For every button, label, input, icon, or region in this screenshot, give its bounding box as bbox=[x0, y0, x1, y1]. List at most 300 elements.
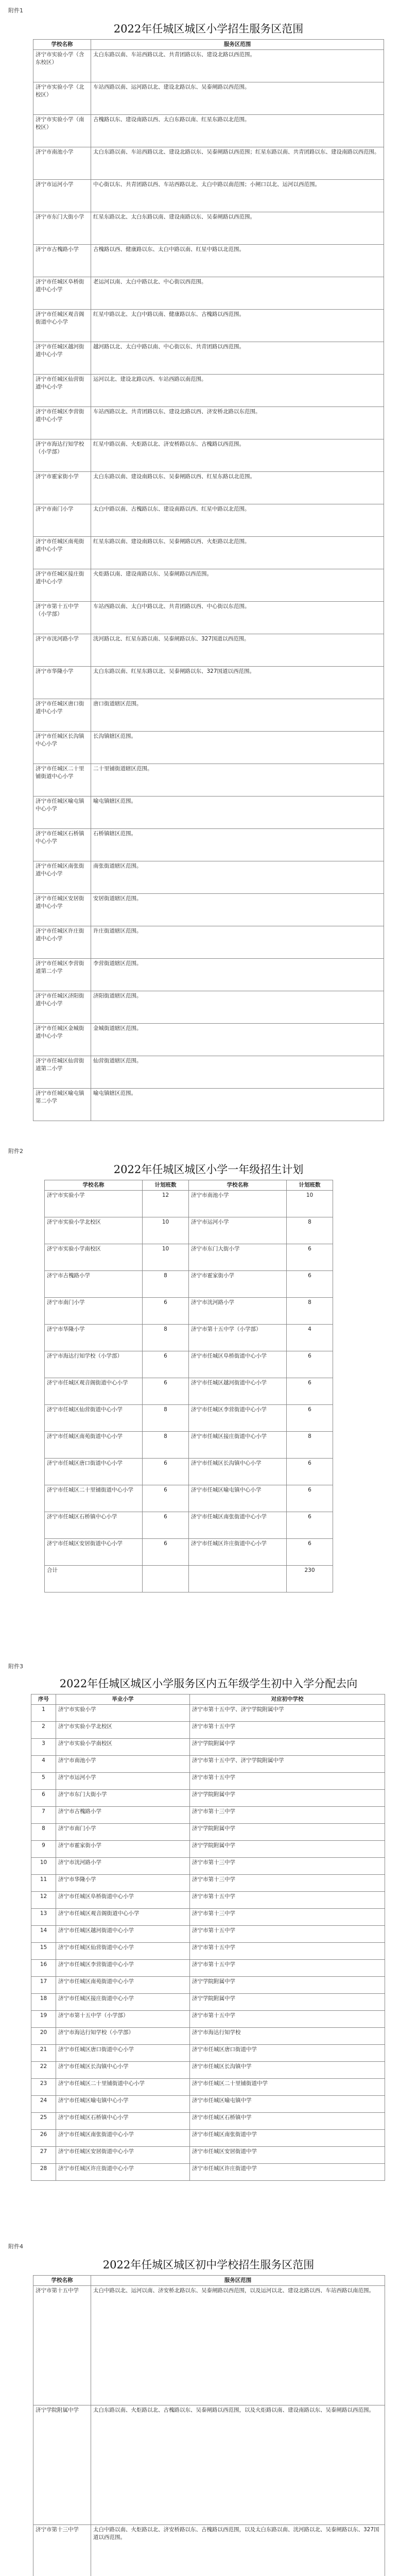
table-cell: 济宁市任城区唐口街道中心小学 bbox=[45, 1459, 143, 1485]
table-cell: 8 bbox=[31, 1824, 56, 1841]
table-cell: 济宁市任城区越河街道中心小学 bbox=[189, 1378, 287, 1405]
table-row bbox=[45, 1485, 333, 1512]
table-cell: 25 bbox=[31, 2113, 56, 2130]
table-cell: 济宁市南门小学 bbox=[45, 1298, 143, 1325]
table-cell: 13 bbox=[31, 1909, 56, 1926]
table-cell: 济宁市任城区观音阁街道中心小学 bbox=[45, 1378, 143, 1405]
table-row bbox=[31, 1722, 385, 1739]
header-classes-b: 计划班数 bbox=[287, 1180, 333, 1191]
table-row bbox=[33, 699, 384, 732]
table-cell: 济宁市第十五中学（小学部） bbox=[56, 2011, 190, 2028]
class-plan-title: 2022年任城区城区小学一年级招生计划 bbox=[113, 1163, 304, 1176]
table-cell: 济宁市洸河路小学 bbox=[189, 1298, 287, 1325]
table-cell: 8 bbox=[287, 1298, 333, 1325]
table-row bbox=[33, 180, 384, 212]
table-row bbox=[31, 1773, 385, 1790]
header-zone: 服务区范围 bbox=[91, 2276, 385, 2286]
table-cell: 古槐路以西、健康路以东、太白中路以南、红星中路以北范围。 bbox=[91, 245, 384, 277]
table-row bbox=[33, 1024, 384, 1056]
table-cell: 27 bbox=[31, 2147, 56, 2164]
table-cell: 济宁市第十五中学 bbox=[190, 1943, 385, 1960]
table-row bbox=[33, 667, 384, 699]
table-row bbox=[31, 1977, 385, 1994]
header-index: 序号 bbox=[31, 1694, 56, 1705]
table-row bbox=[31, 1892, 385, 1909]
table-cell: 济宁学院附属中学 bbox=[190, 1790, 385, 1807]
table-row bbox=[31, 1926, 385, 1943]
table-cell: 济宁市第十五中学（小学部） bbox=[33, 602, 91, 634]
table-cell: 车站西路以南、运河路以北、建设北路以东、吴泰闸路以西范围。 bbox=[91, 82, 384, 115]
table-cell: 济宁市任城区二十里铺街道中学 bbox=[190, 2079, 385, 2096]
table-cell: 车站西路以北、共青团路以东、建设北路以西、济安桥北路以东范围。 bbox=[91, 407, 384, 439]
table-cell: 济宁市任城区观音阁街道中心小学 bbox=[33, 310, 91, 342]
attachment-label-4: 附件4 bbox=[8, 2243, 23, 2250]
table-row bbox=[45, 1244, 333, 1271]
table-row bbox=[33, 277, 384, 310]
table-cell bbox=[189, 1566, 287, 1592]
table-cell: 济宁市实验小学（南校区） bbox=[33, 115, 91, 147]
table-row bbox=[31, 2130, 385, 2147]
table-row bbox=[33, 634, 384, 667]
table-cell: 济宁市任城区唐口街道中学 bbox=[190, 2045, 385, 2062]
table-cell: 6 bbox=[143, 1351, 189, 1378]
table-cell: 中心街以东、共青团路以西、车站西路以北、太白中路以南范围；小闸口以北、运河以西范围。 bbox=[91, 180, 384, 212]
table-cell: 1 bbox=[31, 1705, 56, 1722]
table-row bbox=[33, 894, 384, 926]
table-cell: 济宁市任城区接庄街道中心小学 bbox=[56, 1994, 190, 2011]
table-cell: 19 bbox=[31, 2011, 56, 2028]
table-cell: 22 bbox=[31, 2062, 56, 2079]
table-cell: 济宁市任城区济阳街道中心小学 bbox=[33, 991, 91, 1024]
table-cell: 230 bbox=[287, 1566, 333, 1592]
table-cell: 济宁市海达行知学校（小学部） bbox=[33, 439, 91, 472]
table-row bbox=[31, 1824, 385, 1841]
table-cell: 济宁市任城区南苑街道中心小学 bbox=[56, 1977, 190, 1994]
table-cell: 金城街道辖区范围。 bbox=[91, 1024, 384, 1056]
table-cell: 济宁学院附属中学 bbox=[190, 1824, 385, 1841]
table-cell: 6 bbox=[143, 1459, 189, 1485]
table-cell: 20 bbox=[31, 2028, 56, 2045]
table-cell: 济宁市任城区南张街道中学 bbox=[190, 2130, 385, 2147]
table-row bbox=[45, 1217, 333, 1244]
table-cell: 济宁市第十三中学 bbox=[33, 2525, 91, 2576]
table-cell: 6 bbox=[287, 1512, 333, 1539]
table-row bbox=[45, 1378, 333, 1405]
table-cell: 6 bbox=[287, 1539, 333, 1566]
table-cell: 济宁市任城区喻屯镇中心小学 bbox=[33, 796, 91, 829]
table-cell: 济宁市任城区阜桥街道中心小学 bbox=[56, 1892, 190, 1909]
middle-zones-title: 2022年任城区城区初中学校招生服务区范围 bbox=[102, 2259, 315, 2271]
table-cell: 车站西路以南、太白中路以北、共青团路以西、中心街以东范围。 bbox=[91, 602, 384, 634]
table-cell: 济宁市东门大街小学 bbox=[33, 212, 91, 245]
header-school: 学校名称 bbox=[33, 2276, 91, 2286]
table-cell: 济宁市华隆小学 bbox=[56, 1875, 190, 1892]
table-cell: 济宁市任城区接庄街道中心小学 bbox=[189, 1432, 287, 1459]
table-row bbox=[33, 732, 384, 764]
table-cell: 济宁市第十三中学 bbox=[190, 1909, 385, 1926]
table-row bbox=[33, 537, 384, 569]
table-cell: 济宁市任城区南苑街道中心小学 bbox=[45, 1432, 143, 1459]
table-cell: 合计 bbox=[45, 1566, 143, 1592]
table-cell: 济宁市第十三中学 bbox=[190, 1858, 385, 1875]
table-cell: 太白东路以南、车站西路以北、共青团路以东、建设北路以西范围。 bbox=[91, 50, 384, 82]
table-row bbox=[33, 959, 384, 991]
table-cell: 8 bbox=[143, 1432, 189, 1459]
table-cell: 济宁市任城区南张街道中心小学 bbox=[33, 861, 91, 894]
table-cell: 6 bbox=[143, 1539, 189, 1566]
table-cell: 济宁市海达行知学校（小学部） bbox=[56, 2028, 190, 2045]
table-cell: 济宁市实验小学 bbox=[56, 1705, 190, 1722]
table-row bbox=[33, 2405, 385, 2525]
table-cell: 济宁市任城区许庄街道中学 bbox=[190, 2164, 385, 2181]
table-cell: 济宁市任城区长沟镇中心小学 bbox=[33, 732, 91, 764]
table-cell: 济宁市任城区南张街道中心小学 bbox=[56, 2130, 190, 2147]
table-row bbox=[33, 764, 384, 796]
table-cell: 太白东路以南、车站西路以北、建设北路以东、吴泰闸路以西范围；红星东路以南、共青团路以东、建设南路以西范围。 bbox=[91, 147, 384, 180]
table-cell: 洸河路以北、红星东路以南、吴泰闸路以东、327国道以西范围。 bbox=[91, 634, 384, 667]
table-cell: 济宁市任城区石桥镇中学 bbox=[190, 2113, 385, 2130]
table-cell: 济宁市洸河路小学 bbox=[56, 1858, 190, 1875]
table-cell: 老运河以南、太白中路以北、中心街以西范围。 bbox=[91, 277, 384, 310]
table-cell: 唐口街道辖区范围。 bbox=[91, 699, 384, 732]
table-cell: 太白中路以北、运河以南、济安桥北路以东、吴泰闸路以西范围，以及运河以北、建设北路以西、车站西路以南范围。 bbox=[91, 2286, 385, 2405]
table-row bbox=[45, 1351, 333, 1378]
table-cell: 6 bbox=[287, 1459, 333, 1485]
table-cell: 济宁市任城区石桥镇中心小学 bbox=[33, 829, 91, 861]
table-cell: 济宁市实验小学南校区 bbox=[56, 1739, 190, 1756]
table-cell: 6 bbox=[31, 1790, 56, 1807]
table-cell: 济宁市任城区李营街道第二小学 bbox=[33, 959, 91, 991]
table-cell: 红星东路以南、建设南路以东、吴泰闸路以西、火炬路以北范围。 bbox=[91, 537, 384, 569]
table-cell: 济宁市第十五中学 bbox=[190, 1722, 385, 1739]
table-cell: 济宁市任城区安居街道中学 bbox=[190, 2147, 385, 2164]
table-cell: 南张街道辖区范围。 bbox=[91, 861, 384, 894]
table-row bbox=[33, 375, 384, 407]
table-cell: 济宁市南池小学 bbox=[56, 1756, 190, 1773]
table-cell: 8 bbox=[143, 1271, 189, 1298]
table-row bbox=[31, 1790, 385, 1807]
table-cell: 11 bbox=[31, 1875, 56, 1892]
table-cell: 太白东路以南、火炬路以北、古槐路以东、吴泰闸路以西范围，以及火炬路以南、建设南路以东、吴泰闸路以西范围。 bbox=[91, 2405, 385, 2525]
table-cell: 济宁市任城区安居街道中心小学 bbox=[56, 2147, 190, 2164]
table-row bbox=[33, 926, 384, 959]
table-cell: 8 bbox=[287, 1432, 333, 1459]
table-row bbox=[33, 407, 384, 439]
table-row bbox=[31, 1841, 385, 1858]
table-row bbox=[31, 2096, 385, 2113]
table-cell: 济宁市任城区安居街道中心小学 bbox=[45, 1539, 143, 1566]
table-cell: 6 bbox=[287, 1244, 333, 1271]
table-cell: 济宁市任城区长沟镇中心小学 bbox=[56, 2062, 190, 2079]
table-row bbox=[45, 1432, 333, 1459]
table-cell: 古槐路以东、建设南路以西、太白东路以南、红星东路以北范围。 bbox=[91, 115, 384, 147]
table-cell: 济宁市华隆小学 bbox=[33, 667, 91, 699]
table-cell: 济宁市任城区石桥镇中心小学 bbox=[56, 2113, 190, 2130]
table-row bbox=[31, 1909, 385, 1926]
table-cell: 太白中路以南、古槐路以东、建设南路以西、红星中路以北范围。 bbox=[91, 504, 384, 537]
table-cell: 济宁市古槐路小学 bbox=[56, 1807, 190, 1824]
table-cell: 济宁市任城区喻屯镇第二小学 bbox=[33, 1089, 91, 1121]
table-cell: 18 bbox=[31, 1994, 56, 2011]
table-cell: 济宁市任城区仙营街道第二小学 bbox=[33, 1056, 91, 1089]
table-cell: 济宁市东门大街小学 bbox=[189, 1244, 287, 1271]
table-cell: 济宁市运河小学 bbox=[33, 180, 91, 212]
table-row bbox=[31, 1960, 385, 1977]
table-cell: 济宁市任城区许庄街道中心小学 bbox=[56, 2164, 190, 2181]
table-cell: 10 bbox=[31, 1858, 56, 1875]
table-row bbox=[31, 2028, 385, 2045]
table-cell: 济宁市第十五中学 bbox=[190, 1926, 385, 1943]
table-cell: 济宁市任城区接庄街道中心小学 bbox=[33, 569, 91, 602]
table-cell: 济宁市第十五中学 bbox=[190, 2011, 385, 2028]
table-cell: 济宁市任城区观音阁街道中心小学 bbox=[56, 1909, 190, 1926]
table-cell: 济宁市任城区喻屯镇中心小学 bbox=[189, 1485, 287, 1512]
table-cell: 9 bbox=[31, 1841, 56, 1858]
table-cell: 济宁市第十五中学 bbox=[190, 1892, 385, 1909]
table-row bbox=[33, 796, 384, 829]
table-row bbox=[33, 504, 384, 537]
table-row bbox=[33, 82, 384, 115]
table-row bbox=[45, 1271, 333, 1298]
table-cell: 济宁学院附属中学 bbox=[190, 1977, 385, 1994]
table-cell: 济宁市任城区长沟镇中学 bbox=[190, 2062, 385, 2079]
table-cell: 济宁市实验小学（含东校区） bbox=[33, 50, 91, 82]
table-row bbox=[31, 2011, 385, 2028]
table-cell: 济宁市第十五中学 bbox=[190, 1960, 385, 1977]
table-cell: 济宁市第十五中学、济宁学院附属中学 bbox=[190, 1705, 385, 1722]
table-cell: 太白东路以南、建设南路以东、吴泰闸路以西、红星东路以北范围。 bbox=[91, 472, 384, 504]
table-cell: 石桥镇辖区范围。 bbox=[91, 829, 384, 861]
table-row bbox=[33, 212, 384, 245]
attachment-label-1: 附件1 bbox=[8, 7, 23, 14]
table-row bbox=[45, 1512, 333, 1539]
table-cell: 喻屯镇辖区范围。 bbox=[91, 1089, 384, 1121]
table-cell: 6 bbox=[143, 1512, 189, 1539]
table-cell: 济宁市南门小学 bbox=[56, 1824, 190, 1841]
table-cell: 仙营街道辖区范围。 bbox=[91, 1056, 384, 1089]
table-row bbox=[45, 1298, 333, 1325]
table-row bbox=[33, 147, 384, 180]
table-cell: 6 bbox=[143, 1485, 189, 1512]
table-cell: 济宁市实验小学北校区 bbox=[45, 1217, 143, 1244]
table-cell: 济宁市任城区南苑街道中心小学 bbox=[33, 537, 91, 569]
table-cell: 长沟镇辖区范围。 bbox=[91, 732, 384, 764]
primary-zones-table bbox=[33, 39, 384, 1121]
table-cell: 济宁市运河小学 bbox=[189, 1217, 287, 1244]
table-cell: 济宁市任城区喻屯镇中学 bbox=[190, 2096, 385, 2113]
table-cell: 济宁市任城区南张街道中心小学 bbox=[189, 1512, 287, 1539]
table-cell: 济宁学院附属中学 bbox=[190, 1994, 385, 2011]
table-cell: 李营街道辖区范围。 bbox=[91, 959, 384, 991]
attachment-label-3: 附件3 bbox=[8, 1663, 23, 1670]
table-cell: 济宁市南池小学 bbox=[33, 147, 91, 180]
table-cell: 济宁市第十三中学 bbox=[190, 1807, 385, 1824]
table-cell: 8 bbox=[287, 1217, 333, 1244]
table-row bbox=[33, 861, 384, 894]
table-cell: 济宁市任城区李营街道中心小学 bbox=[189, 1405, 287, 1432]
table-cell: 10 bbox=[143, 1244, 189, 1271]
table-row bbox=[31, 1858, 385, 1875]
table-cell: 6 bbox=[143, 1378, 189, 1405]
middle-allocation-table bbox=[31, 1694, 385, 2181]
table-row bbox=[45, 1405, 333, 1432]
table-cell: 济宁市运河小学 bbox=[56, 1773, 190, 1790]
table-cell: 济宁学院附属中学 bbox=[190, 1841, 385, 1858]
middle-zones-table bbox=[33, 2275, 385, 2576]
table-cell: 10 bbox=[143, 1217, 189, 1244]
table-cell: 济宁市实验小学北校区 bbox=[56, 1722, 190, 1739]
table-cell: 济宁市南池小学 bbox=[189, 1191, 287, 1217]
table-cell: 济宁学院附属中学 bbox=[190, 1739, 385, 1756]
table-row bbox=[45, 1539, 333, 1566]
table-cell: 10 bbox=[287, 1191, 333, 1217]
table-cell: 济宁市任城区长沟镇中心小学 bbox=[189, 1459, 287, 1485]
table-cell: 济宁市实验小学 bbox=[45, 1191, 143, 1217]
table-cell: 太白东路以南、红星东路以北、吴泰闸路以东、327国道以西范围。 bbox=[91, 667, 384, 699]
table-row bbox=[31, 2062, 385, 2079]
table-row bbox=[31, 1705, 385, 1722]
table-cell: 6 bbox=[287, 1485, 333, 1512]
table-cell: 济宁市第十五中学、济宁学院附属中学 bbox=[190, 1756, 385, 1773]
table-cell: 济宁市第十五中学（小学部） bbox=[189, 1325, 287, 1351]
table-cell: 济宁市东门大街小学 bbox=[56, 1790, 190, 1807]
table-cell: 济阳街道辖区范围。 bbox=[91, 991, 384, 1024]
table-cell: 6 bbox=[287, 1351, 333, 1378]
table-cell: 12 bbox=[31, 1892, 56, 1909]
class-plan-table bbox=[44, 1180, 333, 1592]
table-cell: 济宁市任城区仙营街道中心小学 bbox=[56, 1943, 190, 1960]
table-cell: 济宁市实验小学（北校区） bbox=[33, 82, 91, 115]
header-classes-a: 计划班数 bbox=[143, 1180, 189, 1191]
table-cell: 8 bbox=[143, 1325, 189, 1351]
table-cell: 4 bbox=[31, 1756, 56, 1773]
table-row bbox=[33, 310, 384, 342]
table-row bbox=[45, 1566, 333, 1592]
table-cell: 济宁市任城区石桥镇中心小学 bbox=[45, 1512, 143, 1539]
table-row bbox=[45, 1325, 333, 1351]
table-cell: 济宁市任城区阜桥街道中心小学 bbox=[189, 1351, 287, 1378]
header-school: 学校名称 bbox=[33, 40, 91, 50]
table-cell: 济宁市任城区仙营街道中心小学 bbox=[45, 1405, 143, 1432]
table-cell: 太白中路以南、火炬路以北、济安桥路以东、古槐路以西范围，以及太白东路以南、洸河路以北、吴泰闸路以东、327国道以西范围。 bbox=[91, 2525, 385, 2576]
table-cell: 济宁市实验小学南校区 bbox=[45, 1244, 143, 1271]
table-row bbox=[33, 439, 384, 472]
table-cell: 喻屯镇辖区范围。 bbox=[91, 796, 384, 829]
table-cell: 济宁市古槐路小学 bbox=[45, 1271, 143, 1298]
table-row bbox=[33, 50, 384, 82]
primary-zones-title: 2022年任城区城区小学招生服务区范围 bbox=[113, 23, 304, 35]
table-row bbox=[45, 1191, 333, 1217]
table-row bbox=[33, 1056, 384, 1089]
table-row bbox=[31, 1807, 385, 1824]
header-school-a: 学校名称 bbox=[45, 1180, 143, 1191]
table-cell: 济宁市华隆小学 bbox=[45, 1325, 143, 1351]
table-cell: 济宁市任城区李营街道中心小学 bbox=[56, 1960, 190, 1977]
table-cell: 济宁市第十五中学 bbox=[190, 1773, 385, 1790]
table-row bbox=[31, 1739, 385, 1756]
table-cell bbox=[143, 1566, 189, 1592]
table-row bbox=[31, 2079, 385, 2096]
table-cell: 14 bbox=[31, 1926, 56, 1943]
table-cell: 济宁市任城区二十里铺街道中心小学 bbox=[33, 764, 91, 796]
table-cell: 济宁市海达行知学校 bbox=[190, 2028, 385, 2045]
table-cell: 安居街道辖区范围。 bbox=[91, 894, 384, 926]
table-cell: 济宁市洸河路小学 bbox=[33, 634, 91, 667]
table-cell: 运河以北、建设北路以西、车站西路以南范围。 bbox=[91, 375, 384, 407]
table-cell: 红星中路以北、太白中路以南、健康路以东、古槐路以西范围。 bbox=[91, 310, 384, 342]
table-cell: 许庄街道辖区范围。 bbox=[91, 926, 384, 959]
table-row bbox=[33, 569, 384, 602]
table-cell: 16 bbox=[31, 1960, 56, 1977]
table-row bbox=[33, 829, 384, 861]
attachment-label-2: 附件2 bbox=[8, 1148, 23, 1155]
table-row bbox=[33, 991, 384, 1024]
table-cell: 济宁市南门小学 bbox=[33, 504, 91, 537]
table-row bbox=[31, 1756, 385, 1773]
table-row bbox=[33, 342, 384, 375]
table-cell: 济宁学院附属中学 bbox=[33, 2405, 91, 2525]
header-middle-school: 对应初中学校 bbox=[190, 1694, 385, 1705]
table-cell: 济宁市霍家街小学 bbox=[33, 472, 91, 504]
table-cell: 济宁市任城区许庄街道中心小学 bbox=[33, 926, 91, 959]
table-cell: 12 bbox=[143, 1191, 189, 1217]
table-cell: 28 bbox=[31, 2164, 56, 2181]
table-cell: 24 bbox=[31, 2096, 56, 2113]
table-row bbox=[31, 1875, 385, 1892]
table-row bbox=[33, 115, 384, 147]
table-cell: 二十里铺街道辖区范围。 bbox=[91, 764, 384, 796]
table-row bbox=[31, 2147, 385, 2164]
table-cell: 济宁市第十五中学 bbox=[33, 2286, 91, 2405]
table-cell: 越河路以北、太白中路以南、中心街以东、共青团路以西范围。 bbox=[91, 342, 384, 375]
table-cell: 26 bbox=[31, 2130, 56, 2147]
table-cell: 15 bbox=[31, 1943, 56, 1960]
table-row bbox=[31, 1943, 385, 1960]
table-cell: 济宁市任城区仙营街道中心小学 bbox=[33, 375, 91, 407]
header-graduate-school: 毕业小学 bbox=[56, 1694, 190, 1705]
middle-allocation-title: 2022年任城区城区小学服务区内五年级学生初中入学分配去向 bbox=[59, 1677, 358, 1690]
table-cell: 2 bbox=[31, 1722, 56, 1739]
table-row bbox=[31, 1994, 385, 2011]
table-cell: 21 bbox=[31, 2045, 56, 2062]
table-cell: 17 bbox=[31, 1977, 56, 1994]
table-cell: 7 bbox=[31, 1807, 56, 1824]
table-cell: 4 bbox=[287, 1325, 333, 1351]
table-row bbox=[31, 2113, 385, 2130]
table-cell: 济宁市任城区唐口街道中心小学 bbox=[56, 2045, 190, 2062]
table-cell: 济宁市任城区李营街道中心小学 bbox=[33, 407, 91, 439]
table-cell: 6 bbox=[287, 1405, 333, 1432]
table-cell: 6 bbox=[287, 1378, 333, 1405]
table-cell: 济宁市任城区越河街道中心小学 bbox=[33, 342, 91, 375]
table-cell: 济宁市任城区金城街道中心小学 bbox=[33, 1024, 91, 1056]
table-row bbox=[45, 1459, 333, 1485]
table-row bbox=[33, 472, 384, 504]
table-cell: 济宁市任城区阜桥街道中心小学 bbox=[33, 277, 91, 310]
table-cell: 济宁市任城区喻屯镇中心小学 bbox=[56, 2096, 190, 2113]
table-row bbox=[33, 2525, 385, 2576]
table-cell: 6 bbox=[143, 1298, 189, 1325]
table-row bbox=[31, 2164, 385, 2181]
table-row bbox=[33, 602, 384, 634]
table-cell: 红星东路以北、太白东路以南、建设南路以东、吴泰闸路以西范围。 bbox=[91, 212, 384, 245]
table-row bbox=[33, 245, 384, 277]
table-cell: 3 bbox=[31, 1739, 56, 1756]
table-cell: 济宁市任城区安居街道中心小学 bbox=[33, 894, 91, 926]
header-zone: 服务区范围 bbox=[91, 40, 384, 50]
table-cell: 火炬路以南、建设南路以东、吴泰闸路以西范围。 bbox=[91, 569, 384, 602]
table-cell: 济宁市霍家街小学 bbox=[189, 1271, 287, 1298]
